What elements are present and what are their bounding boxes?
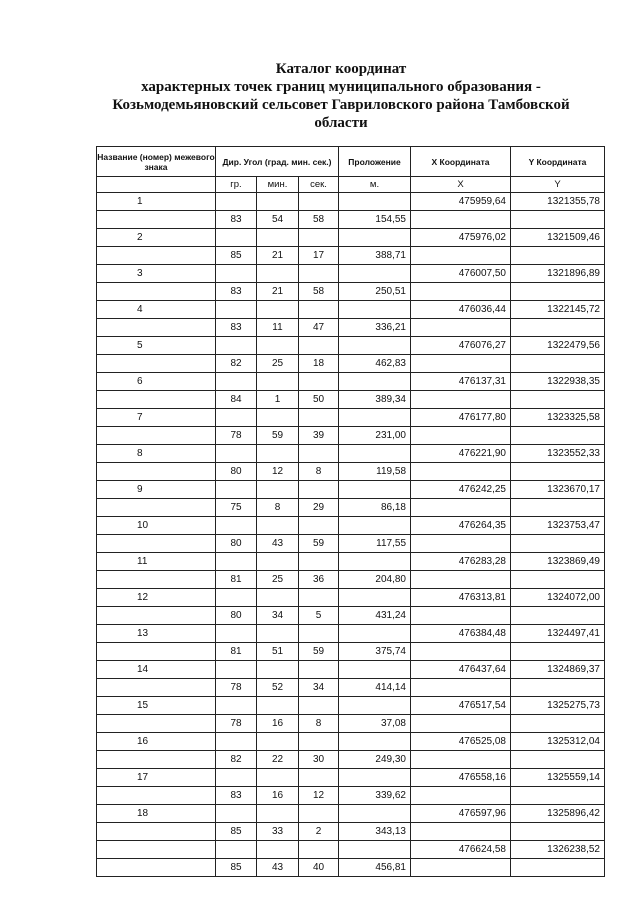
point-y: 1324497,41 [511, 625, 605, 643]
table-row-point-6 [97, 373, 605, 391]
table-row-point-8 [97, 445, 605, 463]
table-row-point-1 [97, 193, 605, 211]
segment-min: 8 [257, 499, 299, 517]
table-row-segment-7 [97, 427, 605, 445]
segment-length: 119,58 [339, 463, 411, 481]
segment-deg: 84 [216, 391, 257, 409]
segment-sec: 5 [299, 607, 339, 625]
point-name: 4 [97, 301, 216, 319]
table-row-point-17 [97, 769, 605, 787]
segment-deg: 83 [216, 283, 257, 301]
point-y: 1322938,35 [511, 373, 605, 391]
segment-length: 86,18 [339, 499, 411, 517]
segment-deg: 85 [216, 823, 257, 841]
title-line-3: Козьмодемьяновский сельсовет Гавриловского района Тамбовской [112, 97, 570, 113]
segment-length: 456,81 [339, 859, 411, 877]
subheader-deg: гр. [216, 177, 257, 193]
point-x: 476283,28 [411, 553, 511, 571]
segment-sec: 2 [299, 823, 339, 841]
segment-sec: 8 [299, 715, 339, 733]
segment-min: 51 [257, 643, 299, 661]
segment-deg: 80 [216, 607, 257, 625]
segment-min: 1 [257, 391, 299, 409]
point-x: 475976,02 [411, 229, 511, 247]
segment-sec: 58 [299, 283, 339, 301]
header-y: Y Координата [511, 147, 605, 177]
segment-length: 388,71 [339, 247, 411, 265]
point-name: 13 [97, 625, 216, 643]
point-name: 18 [97, 805, 216, 823]
point-x: 476177,80 [411, 409, 511, 427]
point-y: 1321509,46 [511, 229, 605, 247]
header-name: Название (номер) межевого знака [97, 147, 216, 177]
point-name: 17 [97, 769, 216, 787]
point-x: 476242,25 [411, 481, 511, 499]
table-row-segment-6 [97, 391, 605, 409]
table-row-segment-17 [97, 787, 605, 805]
point-x: 475959,64 [411, 193, 511, 211]
point-name: 10 [97, 517, 216, 535]
segment-min: 33 [257, 823, 299, 841]
table-row-point-16 [97, 733, 605, 751]
subheader-x: X [411, 177, 511, 193]
point-name: 9 [97, 481, 216, 499]
segment-length: 117,55 [339, 535, 411, 553]
table-row-segment-10 [97, 535, 605, 553]
segment-deg: 82 [216, 355, 257, 373]
segment-min: 16 [257, 787, 299, 805]
segment-length: 375,74 [339, 643, 411, 661]
point-x: 476264,35 [411, 517, 511, 535]
point-y: 1325896,42 [511, 805, 605, 823]
table-row-segment-3 [97, 283, 605, 301]
segment-deg: 80 [216, 535, 257, 553]
table-body [97, 193, 605, 877]
table-row-segment-11 [97, 571, 605, 589]
segment-deg: 75 [216, 499, 257, 517]
segment-sec: 30 [299, 751, 339, 769]
header-x: X Координата [411, 147, 511, 177]
point-name: 15 [97, 697, 216, 715]
point-y: 1321355,78 [511, 193, 605, 211]
point-name: 8 [97, 445, 216, 463]
point-name: 2 [97, 229, 216, 247]
point-x: 476517,54 [411, 697, 511, 715]
subheader-meters: м. [339, 177, 411, 193]
segment-min: 16 [257, 715, 299, 733]
point-name: 11 [97, 553, 216, 571]
table-row-point-18 [97, 805, 605, 823]
segment-min: 21 [257, 283, 299, 301]
segment-length: 339,62 [339, 787, 411, 805]
header-length: Проложение [339, 147, 411, 177]
segment-length: 343,13 [339, 823, 411, 841]
point-name: 5 [97, 337, 216, 355]
table-row-point-19 [97, 841, 605, 859]
segment-min: 25 [257, 571, 299, 589]
segment-length: 250,51 [339, 283, 411, 301]
point-x: 476525,08 [411, 733, 511, 751]
table-row-segment-4 [97, 319, 605, 337]
table-row-point-2 [97, 229, 605, 247]
point-name: 12 [97, 589, 216, 607]
table-row-segment-2 [97, 247, 605, 265]
point-y: 1322479,56 [511, 337, 605, 355]
segment-sec: 8 [299, 463, 339, 481]
table-row-point-11 [97, 553, 605, 571]
point-name: 1 [97, 193, 216, 211]
segment-deg: 83 [216, 211, 257, 229]
point-y: 1325275,73 [511, 697, 605, 715]
table-row-point-5 [97, 337, 605, 355]
point-x: 476221,90 [411, 445, 511, 463]
segment-deg: 81 [216, 643, 257, 661]
point-name [97, 841, 216, 859]
segment-sec: 59 [299, 535, 339, 553]
subheader-y: Y [511, 177, 605, 193]
segment-length: 389,34 [339, 391, 411, 409]
segment-sec: 34 [299, 679, 339, 697]
table-row-point-10 [97, 517, 605, 535]
point-y: 1323869,49 [511, 553, 605, 571]
segment-deg: 78 [216, 679, 257, 697]
table-row-point-14 [97, 661, 605, 679]
segment-deg: 82 [216, 751, 257, 769]
segment-deg: 83 [216, 319, 257, 337]
segment-length: 414,14 [339, 679, 411, 697]
coordinates-table [96, 146, 605, 877]
segment-length: 231,00 [339, 427, 411, 445]
table-row-segment-15 [97, 715, 605, 733]
segment-length: 37,08 [339, 715, 411, 733]
point-x: 476313,81 [411, 589, 511, 607]
segment-length: 462,83 [339, 355, 411, 373]
segment-min: 59 [257, 427, 299, 445]
point-name: 7 [97, 409, 216, 427]
segment-sec: 50 [299, 391, 339, 409]
segment-sec: 40 [299, 859, 339, 877]
segment-length: 154,55 [339, 211, 411, 229]
segment-min: 43 [257, 859, 299, 877]
segment-min: 25 [257, 355, 299, 373]
table-row-point-3 [97, 265, 605, 283]
title-line-2: характерных точек границ муниципального образования - [141, 79, 541, 95]
table-row-segment-12 [97, 607, 605, 625]
point-y: 1323753,47 [511, 517, 605, 535]
point-x: 476597,96 [411, 805, 511, 823]
point-y: 1322145,72 [511, 301, 605, 319]
point-y: 1323670,17 [511, 481, 605, 499]
segment-sec: 12 [299, 787, 339, 805]
segment-sec: 59 [299, 643, 339, 661]
segment-min: 43 [257, 535, 299, 553]
segment-length: 336,21 [339, 319, 411, 337]
point-y: 1323325,58 [511, 409, 605, 427]
page-title [96, 60, 586, 132]
segment-min: 34 [257, 607, 299, 625]
segment-deg: 85 [216, 859, 257, 877]
point-y: 1324072,00 [511, 589, 605, 607]
segment-sec: 47 [299, 319, 339, 337]
table-row-point-9 [97, 481, 605, 499]
table-row-segment-1 [97, 211, 605, 229]
segment-min: 11 [257, 319, 299, 337]
point-y: 1321896,89 [511, 265, 605, 283]
segment-deg: 83 [216, 787, 257, 805]
segment-deg: 78 [216, 715, 257, 733]
point-y: 1325559,14 [511, 769, 605, 787]
point-name: 16 [97, 733, 216, 751]
table-row-point-13 [97, 625, 605, 643]
point-y: 1325312,04 [511, 733, 605, 751]
table-row-segment-8 [97, 463, 605, 481]
point-x: 476137,31 [411, 373, 511, 391]
segment-sec: 36 [299, 571, 339, 589]
segment-deg: 85 [216, 247, 257, 265]
title-line-1: Каталог координат [275, 61, 407, 77]
segment-length: 249,30 [339, 751, 411, 769]
segment-sec: 39 [299, 427, 339, 445]
segment-sec: 58 [299, 211, 339, 229]
table-row-segment-14 [97, 679, 605, 697]
segment-min: 22 [257, 751, 299, 769]
point-x: 476384,48 [411, 625, 511, 643]
table-row-segment-13 [97, 643, 605, 661]
table-row-point-12 [97, 589, 605, 607]
point-x: 476437,64 [411, 661, 511, 679]
point-name: 6 [97, 373, 216, 391]
point-name: 3 [97, 265, 216, 283]
subheader-min: мин. [257, 177, 299, 193]
segment-min: 52 [257, 679, 299, 697]
segment-sec: 18 [299, 355, 339, 373]
table-row-point-7 [97, 409, 605, 427]
table-row-segment-16 [97, 751, 605, 769]
table-row-point-15 [97, 697, 605, 715]
point-y: 1324869,37 [511, 661, 605, 679]
point-x: 476624,58 [411, 841, 511, 859]
point-x: 476558,16 [411, 769, 511, 787]
segment-min: 12 [257, 463, 299, 481]
segment-deg: 78 [216, 427, 257, 445]
table-row-segment-9 [97, 499, 605, 517]
point-y: 1326238,52 [511, 841, 605, 859]
segment-deg: 80 [216, 463, 257, 481]
point-x: 476036,44 [411, 301, 511, 319]
segment-sec: 17 [299, 247, 339, 265]
point-name: 14 [97, 661, 216, 679]
segment-sec: 29 [299, 499, 339, 517]
header-angle: Дир. Угол (град. мин. сек.) [216, 147, 339, 177]
subheader-sec: сек. [299, 177, 339, 193]
segment-deg: 81 [216, 571, 257, 589]
table-row-segment-5 [97, 355, 605, 373]
point-y: 1323552,33 [511, 445, 605, 463]
subheader-empty [97, 177, 216, 193]
segment-length: 431,24 [339, 607, 411, 625]
segment-min: 21 [257, 247, 299, 265]
table-row-segment-18 [97, 823, 605, 841]
point-x: 476076,27 [411, 337, 511, 355]
segment-length: 204,80 [339, 571, 411, 589]
table-row-segment-19 [97, 859, 605, 877]
point-x: 476007,50 [411, 265, 511, 283]
table-row-point-4 [97, 301, 605, 319]
title-line-4: области [314, 115, 368, 131]
segment-min: 54 [257, 211, 299, 229]
